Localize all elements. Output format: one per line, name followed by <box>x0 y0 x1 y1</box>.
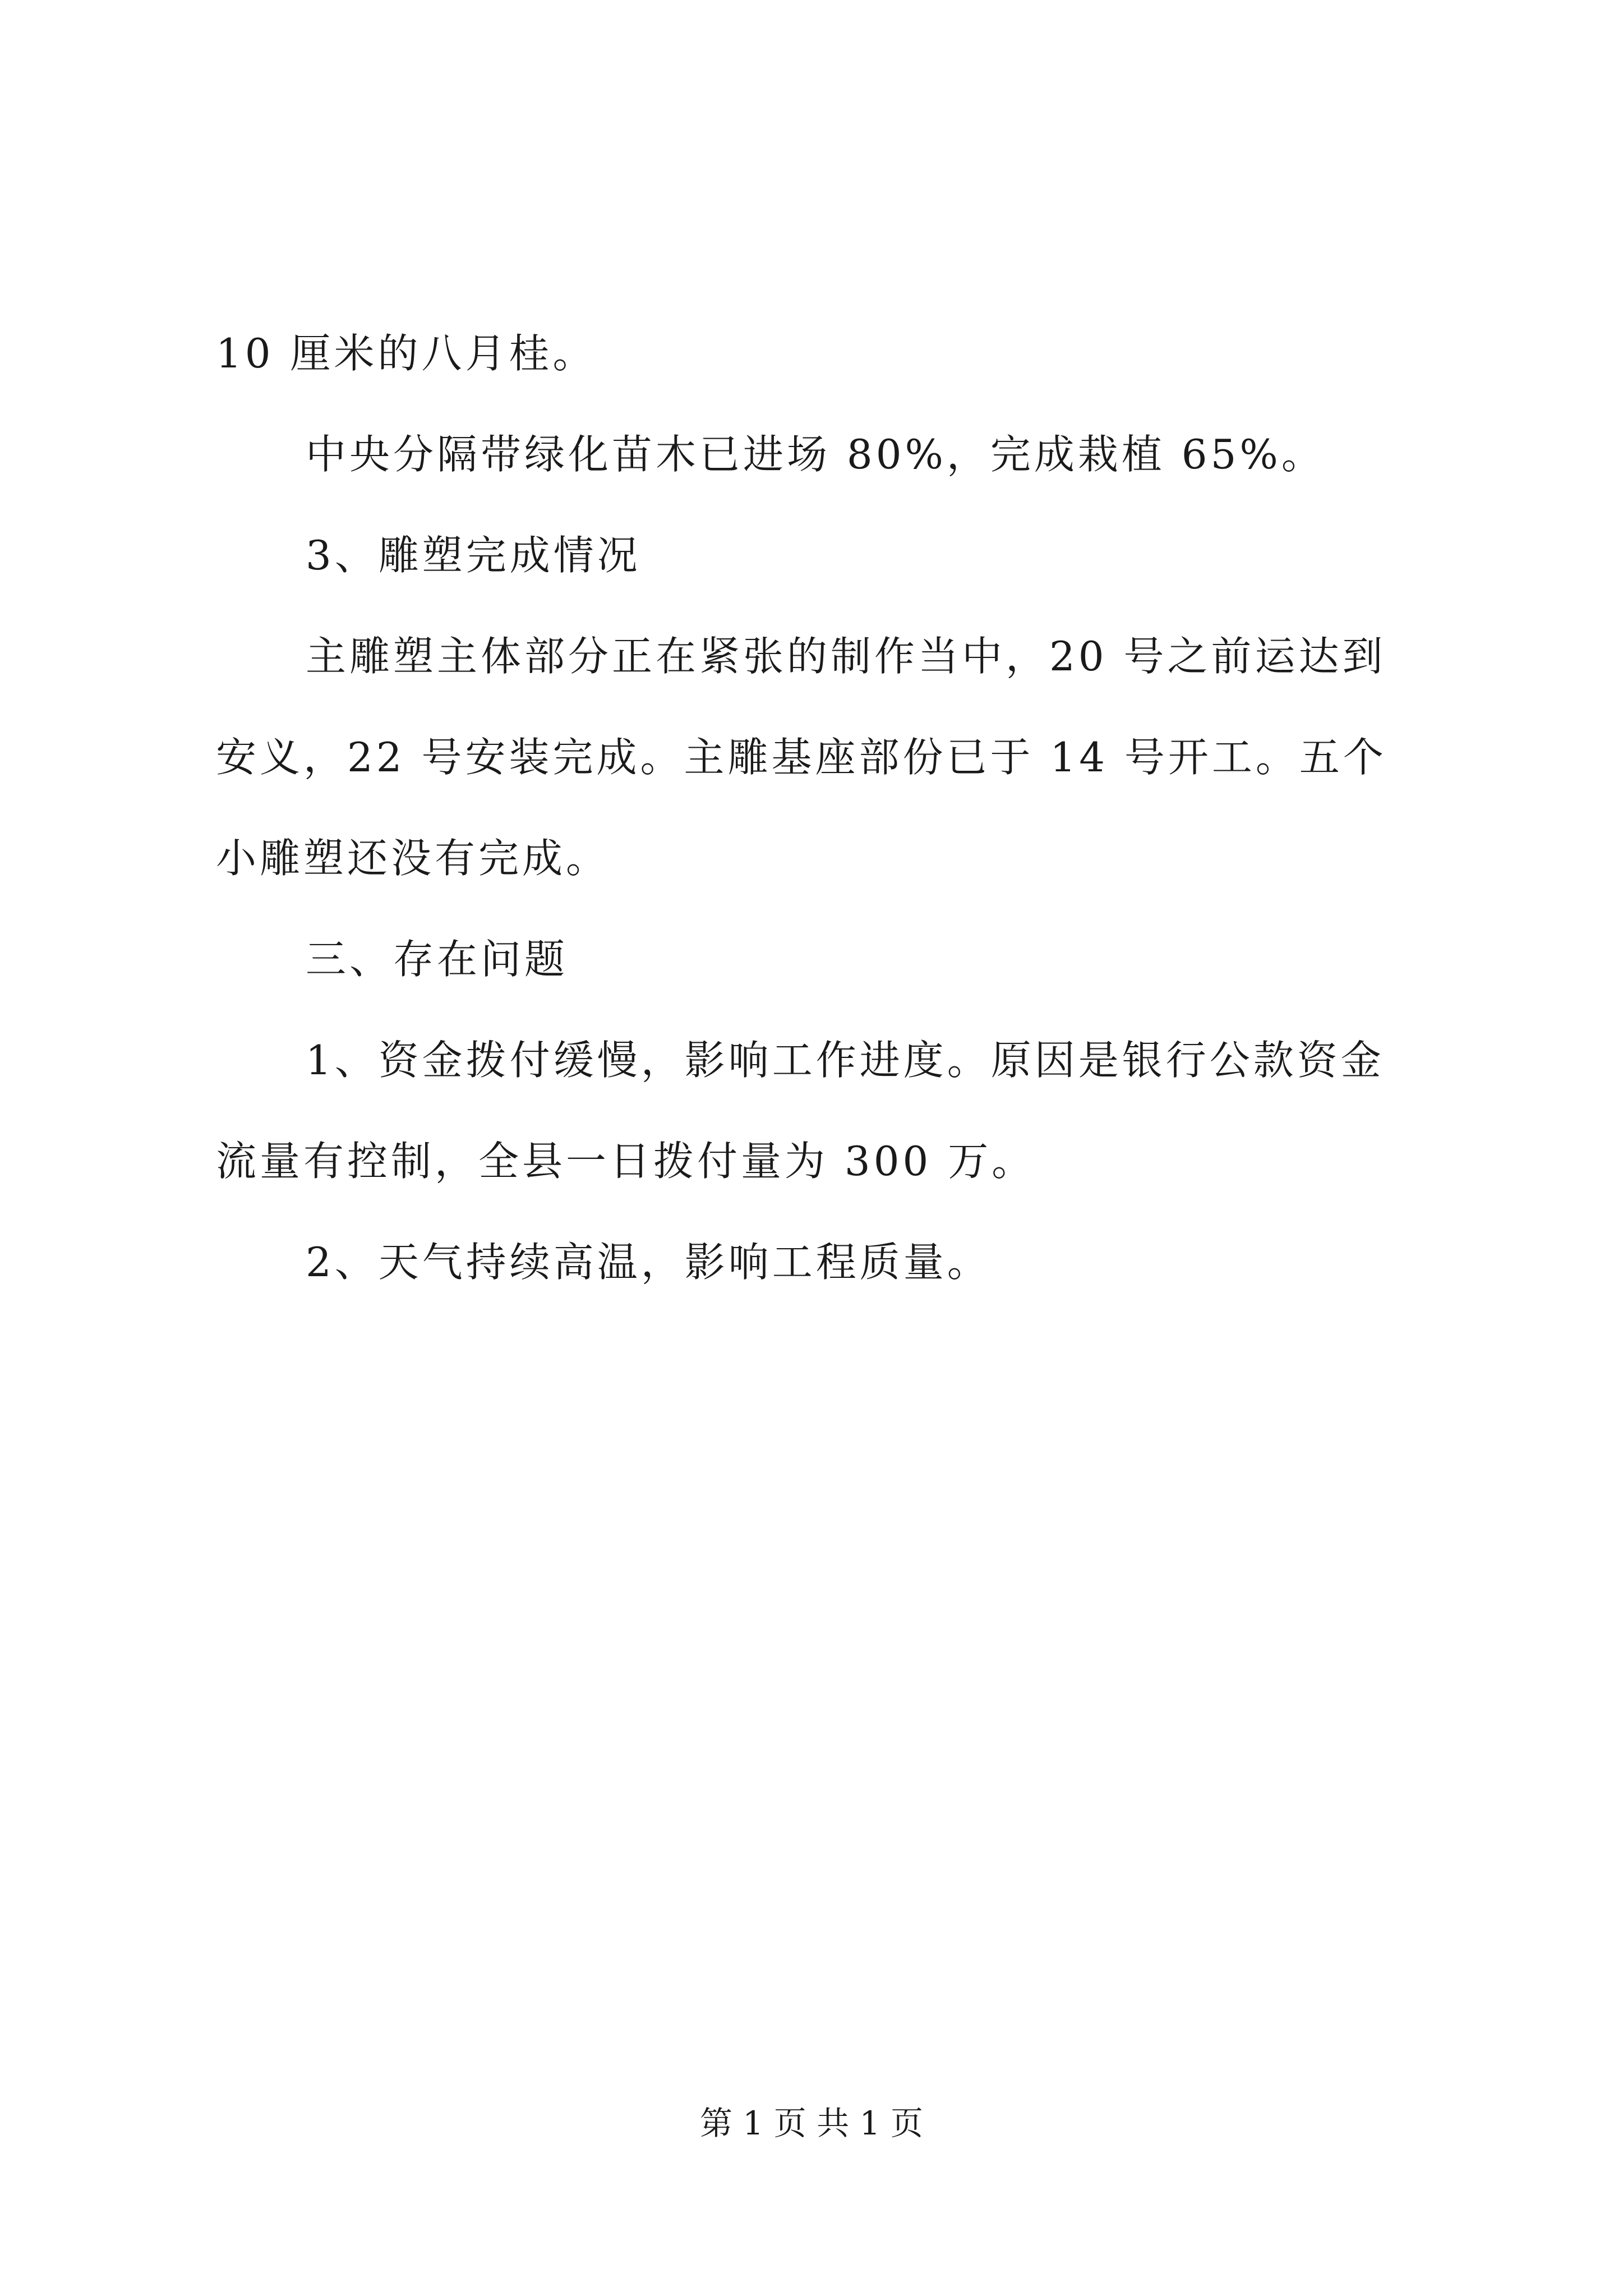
section-heading-problems: 三、存在问题 <box>306 936 569 983</box>
paragraph-problem-funding: 1、资金拨付缓慢，影响工作进度。原因是银行公款资金流量有控制，全县一日拨付量为 300 万。 <box>216 1037 1385 1185</box>
paragraph-median-greening: 中央分隔带绿化苗木已进场 80%，完成栽植 65%。 <box>306 431 1325 478</box>
paragraph-sculpture-status: 主雕塑主体部分正在紧张的制作当中，20 号之前运达到安义，22 号安装完成。主雕基座部份已于 14 号开工。五个小雕塑还没有完成。 <box>216 633 1387 882</box>
paragraph-problem-weather: 2、天气持续高温，影响工程质量。 <box>306 1239 991 1286</box>
page-number-footer: 第 1 页 共 1 页 <box>700 2104 923 2142</box>
section-heading-sculpture: 3、雕塑完成情况 <box>306 532 641 579</box>
document-body <box>216 303 1427 1313</box>
paragraph-continuation: 10 厘米的八月桂。 <box>216 330 597 377</box>
